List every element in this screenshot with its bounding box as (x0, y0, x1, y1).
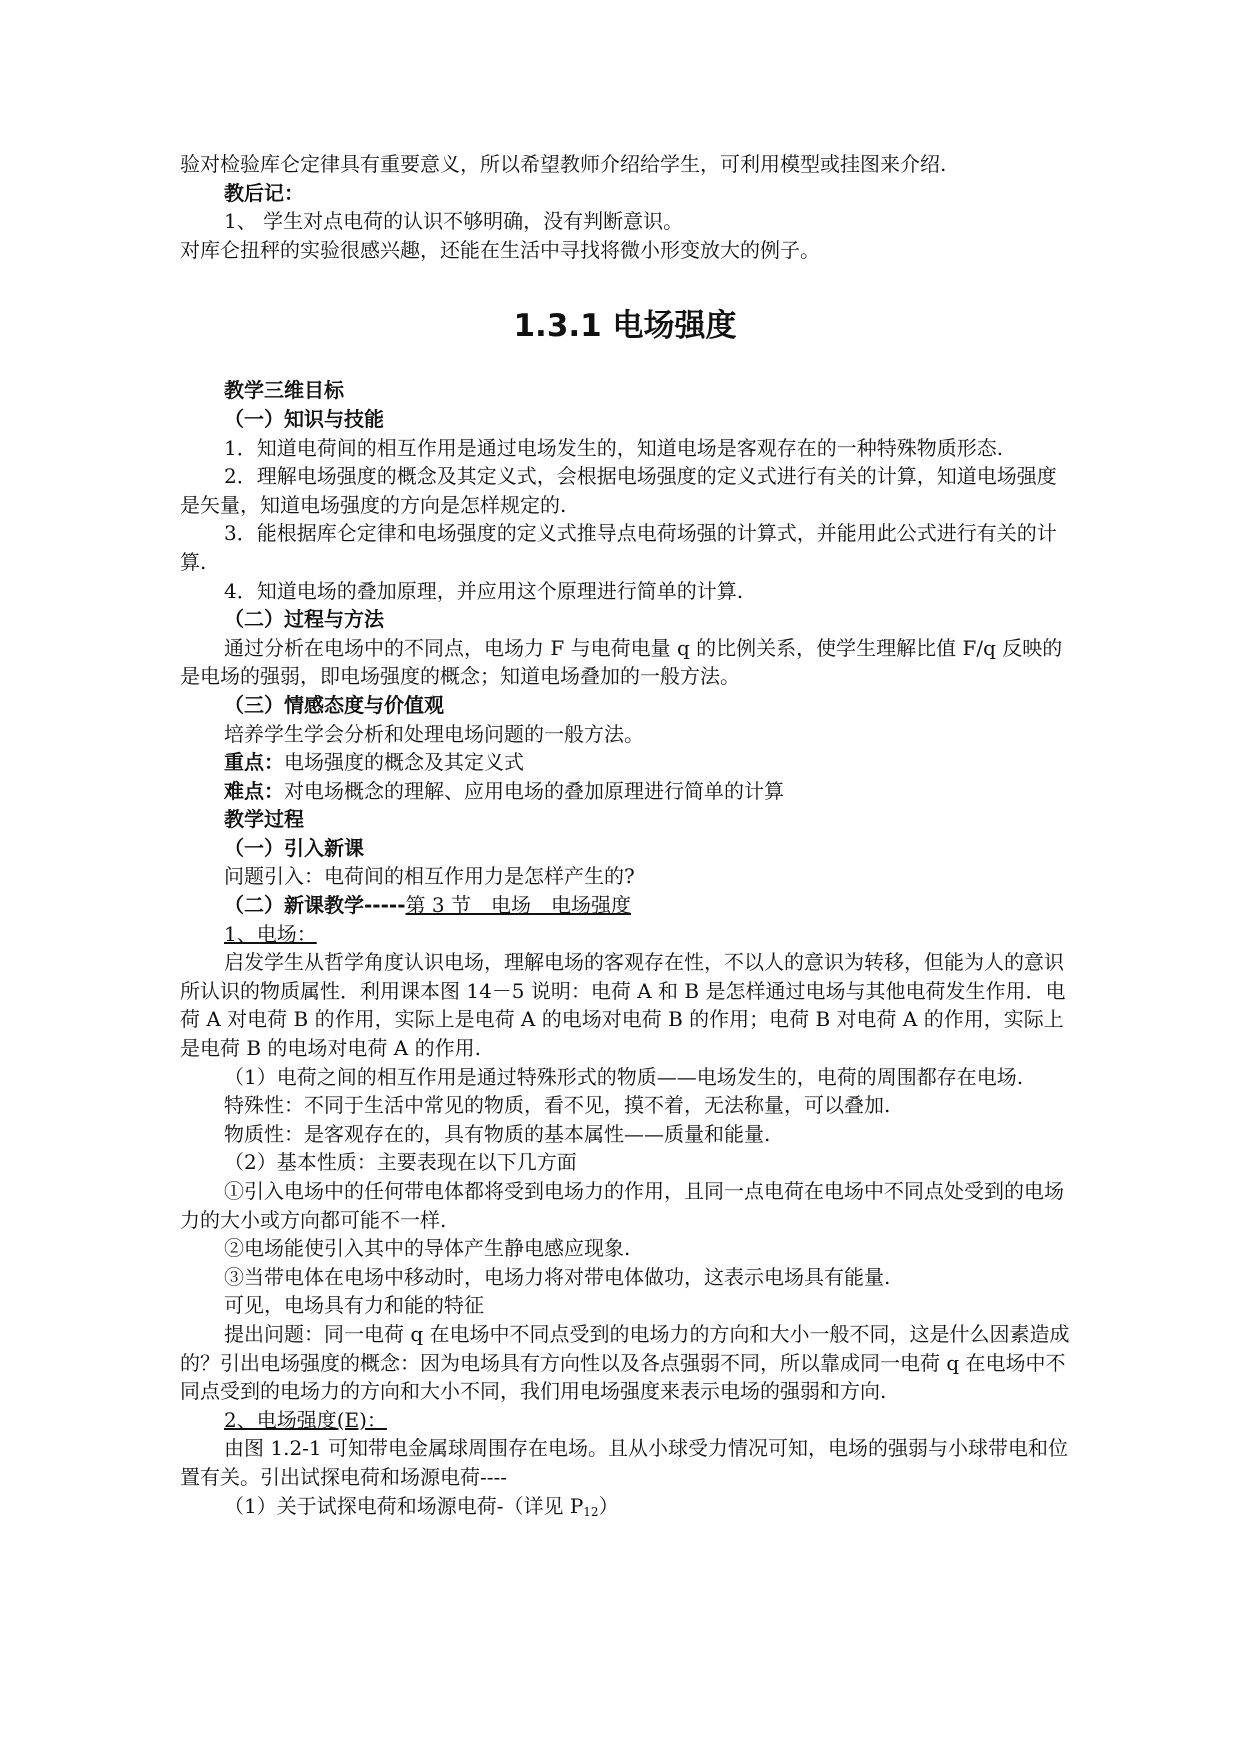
paragraph: ③当带电体在电场中移动时，电场力将对带电体做功，这表示电场具有能量. (224, 1264, 891, 1289)
emotion-heading: （三）情感态度与价值观 (224, 692, 444, 717)
paragraph: 4．知道电场的叠加原理，并应用这个原理进行简单的计算. (224, 578, 744, 603)
new-lesson-label: （二）新课教学----- (224, 893, 406, 918)
field-heading: 1、电场： (224, 921, 317, 946)
paragraph: 培养学生学会分析和处理电场问题的一般方法。 (224, 721, 644, 746)
paragraph: 1．知道电荷间的相互作用是通过电场发生的，知道电场是客观存在的一种特殊物质形态. (224, 435, 1004, 460)
goals-heading: 教学三维目标 (224, 378, 344, 403)
strength-heading: 2、电场强度(E)： (224, 1407, 387, 1432)
paragraph: 启发学生从哲学角度认识电场，理解电场的客观存在性，不以人的意识为转移，但能为人的意识所认识的物质属性．利用课本图 14－5 说明：电荷 A 和 B 是怎样通过电场与其他电荷发生作用．电荷 A 对电荷 B 的作用，实际上是电荷 A 的电场对电荷 B 的作用；电荷 B 对电荷 A 的作用，实际上是电荷 B 的电场对电荷 A 的作用. (180, 950, 1066, 1061)
difficulty-label: 难点： (224, 778, 284, 803)
paragraph: （2）基本性质：主要表现在以下几方面 (224, 1150, 577, 1175)
key-point (180, 748, 1070, 777)
paragraph: 1、 学生对点电荷的认识不够明确，没有判断意识。 (224, 209, 684, 234)
document-page (180, 150, 1070, 1526)
knowledge-heading: （一）知识与技能 (224, 406, 384, 431)
paragraph: 由图 1.2-1 可知带电金属球周围存在电场。且从小球受力情况可知，电场的强弱与小球带电和位置有关。引出试探电荷和场源电荷---- (180, 1436, 1069, 1489)
strength-p2-text: （1）关于试探电荷和场源电荷-（详见 P (224, 1493, 584, 1518)
paragraph: 3．能根据库仑定律和电场强度的定义式推导点电荷场强的计算式，并能用此公式进行有关的计算. (180, 521, 1057, 574)
paragraph (180, 1492, 1070, 1527)
paragraph: 2．理解电场强度的概念及其定义式，会根据电场强度的定义式进行有关的计算，知道电场强度是矢量，知道电场强度的方向是怎样规定的. (180, 464, 1057, 517)
key-label: 重点： (224, 750, 284, 775)
paragraph: 对库仑扭秤的实验很感兴趣，还能在生活中寻找将微小形变放大的例子。 (180, 237, 820, 262)
paragraph: ②电场能使引入其中的导体产生静电感应现象. (224, 1236, 631, 1261)
intro-heading: （一）引入新课 (224, 835, 364, 860)
process-method-heading: （二）过程与方法 (224, 607, 384, 632)
new-lesson-link: 第 3 节 电场 电场强度 (405, 893, 631, 918)
paragraph: 可见，电场具有力和能的特征 (224, 1293, 484, 1318)
difficulty-text: 对电场概念的理解、应用电场的叠加原理进行简单的计算 (284, 778, 784, 803)
strength-p2-end: ） (598, 1493, 619, 1518)
paragraph: 特殊性：不同于生活中常见的物质，看不见，摸不着，无法称量，可以叠加. (224, 1093, 891, 1118)
page-subscript: 12 (583, 1504, 599, 1519)
section-title: 1.3.1 电场强度 (513, 308, 737, 345)
key-text: 电场强度的概念及其定义式 (284, 750, 524, 775)
paragraph: 通过分析在电场中的不同点，电场力 F 与电荷电量 q 的比例关系，使学生理解比值 F/q 反映的是电场的强弱，即电场强度的概念；知道电场叠加的一般方法。 (180, 635, 1063, 689)
new-lesson-heading (180, 891, 1070, 920)
process-heading: 教学过程 (224, 807, 304, 832)
paragraph: 物质性：是客观存在的，具有物质的基本属性——质量和能量. (224, 1121, 771, 1146)
paragraph: ①引入电场中的任何带电体都将受到电场力的作用，且同一点电荷在电场中不同点处受到的电场力的大小或方向都可能不一样. (180, 1179, 1064, 1232)
paragraph: （1）电荷之间的相互作用是通过特殊形式的物质——电场发生的，电荷的周围都存在电场. (224, 1064, 1024, 1089)
paragraph: 问题引入：电荷间的相互作用力是怎样产生的? (224, 864, 635, 889)
paragraph: 验对检验库仑定律具有重要意义，所以希望教师介绍给学生，可利用模型或挂图来介绍. (180, 152, 947, 176)
after-class-heading: 教后记： (224, 180, 304, 205)
paragraph: 提出问题：同一电荷 q 在电场中不同点受到的电场力的方向和大小一般不同，这是什么因素造成的？引出电场强度的概念：因为电场具有方向性以及各点强弱不同，所以靠成同一电荷 q 在电场中不同点受到的电场力的方向和大小不同，我们用电场强度来表示电场的强弱和方向. (180, 1321, 1070, 1404)
difficulty-point (180, 777, 1070, 806)
